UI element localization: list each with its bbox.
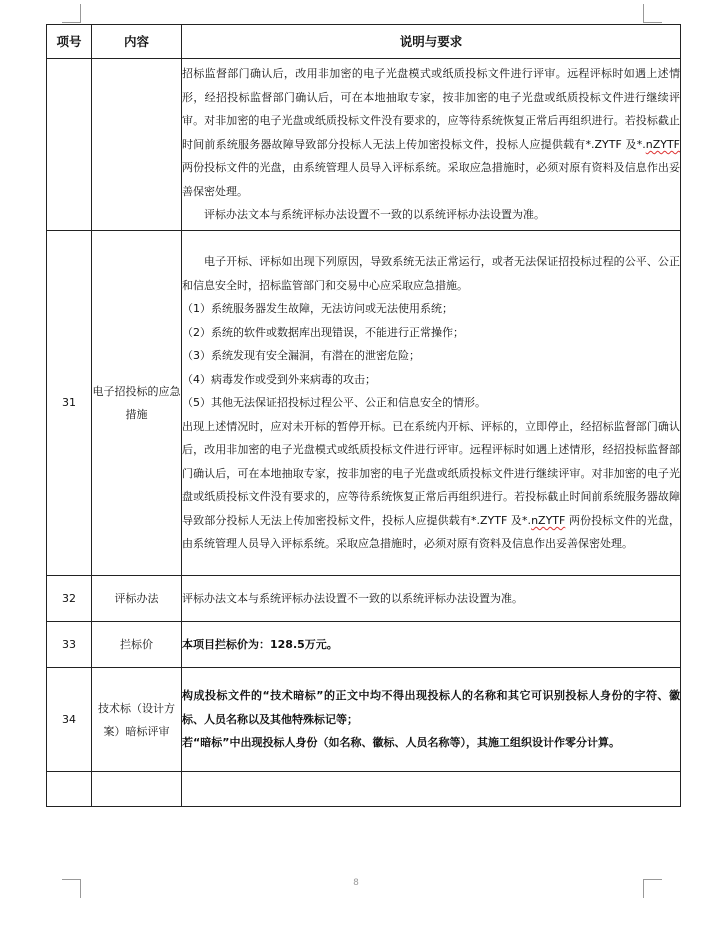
row-description	[182, 231, 681, 576]
table-row-continued	[47, 59, 681, 231]
text-segment: 招标监督部门确认后，改用非加密的电子光盘模式或纸质投标文件进行评审。远程评标时如遇上述情形，经招投标监督部门确认后，可在本地抽取专家，按非加密的电子光盘或纸质投标文件进行继续评审。对非加密的电子光盘或纸质投标文件没有要求的，应等待系统恢复正常后再组织进行。若投标截止时间前系统服务器故障导致部分投标人无法上传加密投标文件，投标人应提供载有*.ZYTF 及*.	[182, 67, 680, 151]
row-title: 拦标价	[92, 622, 182, 668]
row-number: 31	[47, 231, 92, 576]
row-content-cell	[92, 59, 182, 231]
text-segment: 两份投标文件的光盘，由系统管理人员导入评标系统。采取应急措施时，必须对原有资料及信息作出妥善保密处理。	[182, 161, 680, 198]
table-row-31	[47, 231, 681, 576]
table-row-32	[47, 576, 681, 622]
row-description: 评标办法文本与系统评标办法设置不一致的以系统评标办法设置为准。	[182, 576, 681, 622]
row-title: 电子招投标的应急措施	[92, 231, 182, 576]
table-header-row	[47, 25, 681, 59]
row-number-cell	[47, 59, 92, 231]
empty-cell	[92, 772, 182, 807]
list-item: （4）病毒发作或受到外来病毒的攻击；	[182, 372, 376, 386]
row-number: 34	[47, 668, 92, 772]
list-item: （5）其他无法保证招投标过程公平、公正和信息安全的情形。	[182, 396, 486, 410]
row-number: 32	[47, 576, 92, 622]
scoring-method-note: 评标办法文本与系统评标办法设置不一致的以系统评标办法设置为准。	[204, 208, 545, 222]
table-row-33	[47, 622, 681, 668]
continued-paragraph	[182, 62, 680, 203]
anonymous-bid-penalty: 若“暗标”中出现投标人身份（如名称、徽标、人员名称等），其施工组织设计作零分计算。	[182, 736, 620, 750]
row-title: 技术标（设计方案）暗标评审	[92, 668, 182, 772]
page-number: 8	[353, 878, 359, 888]
table-row-34	[47, 668, 681, 772]
row-number: 33	[47, 622, 92, 668]
header-description: 说明与要求	[182, 25, 681, 59]
text-segment: 两份投标文件的光盘，由系统管理人员导入评标系统。采取应急措施时，必须对原有资料及信息作出妥善保密处理。	[182, 513, 681, 551]
intro-paragraph: 电子开标、评标如出现下列原因，导致系统无法正常运行，或者无法保证招投标过程的公平、公正和信息安全时，招标监管部门和交易中心应采取应急措施。	[182, 255, 680, 292]
table-row-empty	[47, 772, 681, 807]
header-item-number: 项号	[47, 25, 92, 59]
text-segment: 出现上述情况时，应对未开标的暂停开标。已在系统内开标、评标的，立即停止，经招标监督部门确认后，改用非加密的电子光盘模式或纸质投标文件进行评审。远程评标时如遇上述情形，经招投标监督部门确认后，可在本地抽取专家，按非加密的电子光盘或纸质投标文件进行继续评审。对非加密的电子光盘或纸质投标文件没有要求的，应等待系统恢复正常后再组织进行。若投标截止时间前系统服务器故障导致部分投标人无法上传加密投标文件，投标人应提供载有*.ZYTF 及*.	[182, 419, 680, 527]
row-description	[182, 668, 681, 772]
list-item: （1）系统服务器发生故障，无法访问或无法使用系统；	[182, 302, 453, 316]
anonymous-bid-rule: 构成投标文件的“技术暗标”的正文中均不得出现投标人的名称和其它可识别投标人身份的字符、徽标、人员名称以及其他特殊标记等；	[182, 689, 680, 726]
row-title: 评标办法	[92, 576, 182, 622]
empty-cell	[182, 772, 681, 807]
list-item: （3）系统发现有安全漏洞，有潜在的泄密危险；	[182, 349, 420, 363]
list-item: （2）系统的软件或数据库出现错误，不能进行正常操作；	[182, 325, 464, 339]
crop-mark-top-left	[62, 4, 81, 23]
header-content: 内容	[92, 25, 182, 59]
empty-cell	[47, 772, 92, 807]
row-description: 本项目拦标价为：128.5万元。	[182, 622, 681, 668]
spellcheck-text: nZYTF	[531, 513, 566, 527]
row-description-cell	[182, 59, 681, 231]
spellcheck-text: nZYTF	[645, 137, 680, 151]
requirements-table	[46, 24, 681, 807]
contingency-paragraph	[182, 415, 680, 556]
crop-mark-top-right	[643, 4, 662, 23]
